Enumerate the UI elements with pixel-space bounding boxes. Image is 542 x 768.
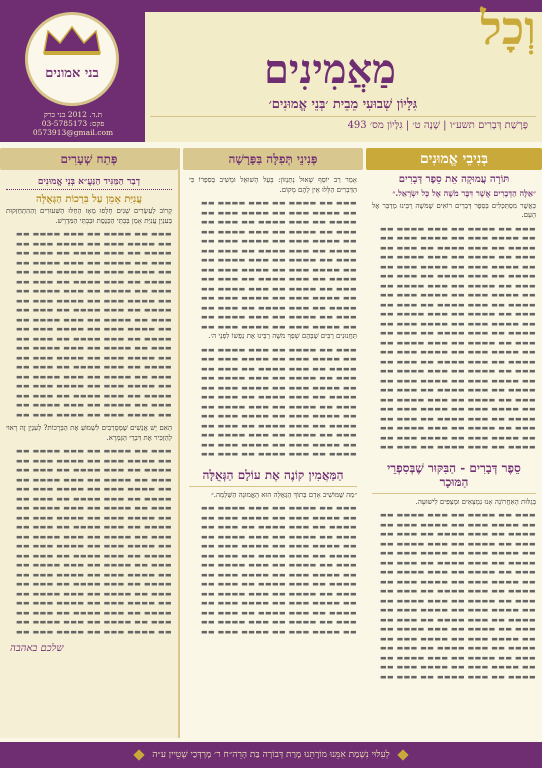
column-left [0, 148, 180, 738]
fax-line: פקס: 03-5785173 [41, 119, 105, 128]
mid-heading: הַמַּאֲמִין קוֹנֶה אֶת עוֹלָם הַגְּאֻלָּה [189, 468, 357, 487]
right-body-text: ▬▬▬ ▬▬ ▬▬▬▬ ▬▬ ▬▬▬ ▬▬▬▬ ▬▬ ▬▬ ▬▬▬▬ ▬▬▬ ▬▬ ▬▬▬▬ ▬▬▬ ▬▬ ▬▬▬▬ ▬▬ ▬▬▬ ▬▬▬▬ ▬▬ ▬▬▬ ▬▬ ▬▬▬ ▬▬ ▬▬▬▬ ▬▬ ▬▬▬ ▬▬▬▬ ▬▬ ▬▬ ▬▬▬▬ ▬▬▬ ▬▬ ▬▬▬▬ ▬▬▬ ▬▬ ▬▬▬▬ ▬▬ ▬▬▬ ▬▬▬▬ ▬▬ ▬▬▬ ▬▬ ▬▬▬ ▬▬ ▬▬▬▬ ▬▬ ▬▬▬ ▬▬▬▬ ▬▬ ▬▬ ▬▬▬▬ ▬▬▬ ▬▬ ▬▬▬▬ ▬▬▬ ▬▬ ▬▬▬▬ ▬▬ ▬▬▬ ▬▬▬▬ ▬▬ ▬▬▬ ▬▬ ▬▬▬ ▬▬ ▬▬▬▬ ▬▬ ▬▬▬ ▬▬▬▬ ▬▬ ▬▬ ▬▬▬▬ ▬▬▬ ▬▬ ▬▬▬▬ ▬▬▬ ▬▬ ▬▬▬▬ ▬▬ ▬▬▬ ▬▬▬▬ ▬▬ ▬▬▬ ▬▬ ▬▬▬ ▬▬ ▬▬▬▬ ▬▬ ▬▬▬ ▬▬▬▬ ▬▬ ▬▬ ▬▬▬▬ ▬▬▬ ▬▬ ▬▬▬▬ ▬▬▬ ▬▬ ▬▬▬▬ ▬▬ ▬▬▬ ▬▬▬▬ ▬▬ ▬▬▬ ▬▬ ▬▬▬ ▬▬ ▬▬▬▬ ▬▬ ▬▬▬ ▬▬▬▬ ▬▬ ▬▬ ▬▬▬▬ ▬▬▬ ▬▬ ▬▬▬▬ ▬▬▬ ▬▬ ▬▬▬▬ ▬▬ ▬▬▬ ▬▬▬▬ ▬▬ ▬▬▬ ▬▬ ▬▬▬ ▬▬ ▬▬▬▬ ▬▬ ▬▬▬ ▬▬▬▬ ▬▬ ▬▬ ▬▬▬▬ ▬▬▬ ▬▬ ▬▬▬▬ ▬▬▬ ▬▬ ▬▬▬▬ ▬▬ ▬▬▬ ▬▬▬▬ ▬▬ ▬▬▬ ▬▬ ▬▬▬ ▬▬ ▬▬▬▬ ▬▬ ▬▬▬ ▬▬▬▬ ▬▬ ▬▬ ▬▬▬▬ ▬▬▬ ▬▬ ▬▬▬▬ ▬▬▬ ▬▬ ▬▬▬▬ ▬▬ ▬▬▬ ▬▬▬▬ ▬▬ ▬▬▬ ▬▬ [379, 224, 536, 451]
title-top: וְכָל [480, 1, 536, 55]
mid-paragraph-3: ״מַה שֶּׁמּוֹשִׁיב אָדָם בְּתוֹךְ הַגְּאֻלָּה הוּא הָאֱמוּנָה הַשְּׁלֵמָה.״ [211, 490, 357, 499]
contact-info [6, 110, 140, 137]
masthead [0, 0, 542, 142]
right-heading: סֵפֶר דְּבָרִים - הַבִּקּוּר שֶׁבְּסִפְרֵי הַמּוּכָר [372, 461, 536, 494]
right-subhead: תּוֹרָה עֲמוּקָה אֵת סֵפֶר דְּבָרִים [398, 174, 510, 185]
left-byline: דְבַר הַמַּגִּיד הַנַּעֲ״א בְּנֵי אֱמוּנִים [6, 174, 172, 190]
crown-icon [40, 25, 104, 57]
right-paragraph-1: כָּאֲשֶׁר מִסְתַּכְּלִים בְּסֵפֶר דְּבָרִים רוֹאִים שֶׁמֹּשֶׁה רַבֵּינוּ מְדַבֵּר אֶל הָעָם. [372, 201, 536, 219]
left-paragraph-2: הַאִם יֵשׁ אֲנַשִׁים שֶׁמְּסָרְבִים לִשְׁמוֹעַ אֶת הַבְּרָכוֹת? לְעִנְיַן זֶה רָאוּי לְהַזְכִּיר אֶת דִּבְרֵי הַגְּמָרָא. [6, 424, 172, 442]
email-line: 0573913@gmail.com [32, 128, 114, 137]
footer-text: לְעִלּוּי נִשְׁמַת אִמֵּנוּ מוֹרָתֵנוּ מָרַת דְּבוֹרָה בַּת הָרֵה״ח ר׳ מָרְדְּכַי שְׁטֵיין ע״ה [152, 750, 390, 760]
logo-emblem [25, 12, 119, 106]
title-main: מַאֲמִינִים [263, 46, 397, 93]
section-title-middle: פְּנִינֵי תְּפִלָּה בַּפָּרָשָׁה [183, 148, 363, 170]
logo-panel [0, 0, 145, 142]
mid-body-text-2: ▬▬▬ ▬▬ ▬▬▬▬ ▬▬ ▬▬▬ ▬▬▬▬ ▬▬ ▬▬ ▬▬▬▬ ▬▬▬ ▬▬ ▬▬▬▬ ▬▬▬ ▬▬ ▬▬▬▬ ▬▬ ▬▬▬ ▬▬▬▬ ▬▬ ▬▬▬ ▬▬ ▬▬▬ ▬▬ ▬▬▬▬ ▬▬ ▬▬▬ ▬▬▬▬ ▬▬ ▬▬ ▬▬▬▬ ▬▬▬ ▬▬ ▬▬▬▬ ▬▬▬ ▬▬ ▬▬▬▬ ▬▬ ▬▬▬ ▬▬▬▬ ▬▬ ▬▬▬ ▬▬ ▬▬▬ ▬▬ ▬▬▬▬ ▬▬ ▬▬▬ ▬▬▬▬ ▬▬ ▬▬ ▬▬▬▬ ▬▬▬ ▬▬ ▬▬▬▬ ▬▬▬ ▬▬ ▬▬▬▬ ▬▬ ▬▬▬ ▬▬▬▬ ▬▬ ▬▬▬ ▬▬ ▬▬▬ ▬▬ ▬▬▬▬ ▬▬ ▬▬▬ ▬▬▬▬ ▬▬ ▬▬ ▬▬▬▬ ▬▬▬ ▬▬ ▬▬▬▬ ▬▬▬ ▬▬ ▬▬▬▬ ▬▬ ▬▬▬ ▬▬▬▬ ▬▬ ▬▬▬ ▬▬ [200, 345, 357, 458]
mid-body-text: ▬▬▬ ▬▬ ▬▬▬▬ ▬▬ ▬▬▬ ▬▬▬▬ ▬▬ ▬▬ ▬▬▬▬ ▬▬▬ ▬▬ ▬▬▬▬ ▬▬▬ ▬▬ ▬▬▬▬ ▬▬ ▬▬▬ ▬▬▬▬ ▬▬ ▬▬▬ ▬▬ ▬▬▬ ▬▬ ▬▬▬▬ ▬▬ ▬▬▬ ▬▬▬▬ ▬▬ ▬▬ ▬▬▬▬ ▬▬▬ ▬▬ ▬▬▬▬ ▬▬▬ ▬▬ ▬▬▬▬ ▬▬ ▬▬▬ ▬▬▬▬ ▬▬ ▬▬▬ ▬▬ ▬▬▬ ▬▬ ▬▬▬▬ ▬▬ ▬▬▬ ▬▬▬▬ ▬▬ ▬▬ ▬▬▬▬ ▬▬▬ ▬▬ ▬▬▬▬ ▬▬▬ ▬▬ ▬▬▬▬ ▬▬ ▬▬▬ ▬▬▬▬ ▬▬ ▬▬▬ ▬▬ ▬▬▬ ▬▬ ▬▬▬▬ ▬▬ ▬▬▬ ▬▬▬▬ ▬▬ ▬▬ ▬▬▬▬ ▬▬▬ ▬▬ ▬▬▬▬ ▬▬▬ ▬▬ ▬▬▬▬ ▬▬ ▬▬▬ ▬▬▬▬ ▬▬ ▬▬▬ ▬▬ ▬▬▬ ▬▬ ▬▬▬▬ ▬▬ ▬▬▬ ▬▬▬▬ ▬▬ ▬▬ ▬▬▬▬ ▬▬▬ ▬▬ ▬▬▬▬ ▬▬▬ ▬▬ [200, 199, 357, 331]
issue-info: פָּרָשַׁת דְּבָרִים תשע״ו | שָׁנָה ט׳ | גִּלָּיוֹן מס׳ 493 [150, 116, 536, 134]
subtitle: גִּלָּיוֹן שְׁבוּעִי מֵבֵית ׳בְּנֵי אֱמוּנִים׳ [268, 97, 418, 112]
mid-body-text-3: ▬▬▬ ▬▬ ▬▬▬▬ ▬▬ ▬▬▬ ▬▬▬▬ ▬▬ ▬▬ ▬▬▬▬ ▬▬▬ ▬▬ ▬▬▬▬ ▬▬▬ ▬▬ ▬▬▬▬ ▬▬ ▬▬▬ ▬▬▬▬ ▬▬ ▬▬▬ ▬▬ ▬▬▬ ▬▬ ▬▬▬▬ ▬▬ ▬▬▬ ▬▬▬▬ ▬▬ ▬▬ ▬▬▬▬ ▬▬▬ ▬▬ ▬▬▬▬ ▬▬▬ ▬▬ ▬▬▬▬ ▬▬ ▬▬▬ ▬▬▬▬ ▬▬ ▬▬▬ ▬▬ ▬▬▬ ▬▬ ▬▬▬▬ ▬▬ ▬▬▬ ▬▬▬▬ ▬▬ ▬▬ ▬▬▬▬ ▬▬▬ ▬▬ ▬▬▬▬ ▬▬▬ ▬▬ ▬▬▬▬ ▬▬ ▬▬▬ ▬▬▬▬ ▬▬ ▬▬▬ ▬▬ ▬▬▬ ▬▬ ▬▬▬▬ ▬▬ ▬▬▬ ▬▬▬▬ ▬▬ ▬▬ ▬▬▬▬ ▬▬▬ ▬▬ ▬▬▬▬ ▬▬▬ ▬▬ ▬▬▬▬ ▬▬ ▬▬▬ ▬▬▬▬ ▬▬ ▬▬▬ ▬▬ ▬▬▬ ▬▬ ▬▬▬▬ ▬▬ ▬▬▬ ▬▬▬▬ ▬▬ ▬▬ ▬▬▬▬ ▬▬▬ ▬▬ ▬▬▬▬ ▬▬▬ ▬▬ [200, 504, 357, 636]
right-body-text-2: ▬▬▬ ▬▬ ▬▬▬▬ ▬▬ ▬▬▬ ▬▬▬▬ ▬▬ ▬▬ ▬▬▬▬ ▬▬▬ ▬▬ ▬▬▬▬ ▬▬▬ ▬▬ ▬▬▬▬ ▬▬ ▬▬▬ ▬▬▬▬ ▬▬ ▬▬▬ ▬▬ ▬▬▬ ▬▬ ▬▬▬▬ ▬▬ ▬▬▬ ▬▬▬▬ ▬▬ ▬▬ ▬▬▬▬ ▬▬▬ ▬▬ ▬▬▬▬ ▬▬▬ ▬▬ ▬▬▬▬ ▬▬ ▬▬▬ ▬▬▬▬ ▬▬ ▬▬▬ ▬▬ ▬▬▬ ▬▬ ▬▬▬▬ ▬▬ ▬▬▬ ▬▬▬▬ ▬▬ ▬▬ ▬▬▬▬ ▬▬▬ ▬▬ ▬▬▬▬ ▬▬▬ ▬▬ ▬▬▬▬ ▬▬ ▬▬▬ ▬▬▬▬ ▬▬ ▬▬▬ ▬▬ ▬▬▬ ▬▬ ▬▬▬▬ ▬▬ ▬▬▬ ▬▬▬▬ ▬▬ ▬▬ ▬▬▬▬ ▬▬▬ ▬▬ ▬▬▬▬ ▬▬▬ ▬▬ ▬▬▬▬ ▬▬ ▬▬▬ ▬▬▬▬ ▬▬ ▬▬▬ ▬▬ ▬▬▬ ▬▬ ▬▬▬▬ ▬▬ ▬▬▬ ▬▬▬▬ ▬▬ ▬▬ ▬▬▬▬ ▬▬▬ ▬▬ ▬▬▬▬ ▬▬▬ ▬▬ ▬▬▬▬ ▬▬ ▬▬▬ ▬▬▬▬ ▬▬ ▬▬▬ ▬▬ ▬▬▬ ▬▬ ▬▬▬▬ ▬▬ ▬▬▬ ▬▬▬▬ ▬▬ ▬▬ ▬▬▬▬ ▬▬▬ ▬▬ ▬▬▬▬ ▬▬▬ ▬▬ ▬▬▬▬ ▬▬ ▬▬▬ ▬▬▬▬ ▬▬ ▬▬▬ ▬▬ [379, 511, 536, 681]
left-subhead: עֲנִיַּת אָמֵן עַל בִּרְכוֹת הַגְּאֻלָּה [36, 194, 142, 205]
right-paragraph-2: בְּגַלּוּת הָאַחֲרוֹנָה אָנוּ נִמְצָאִים וּמְצַפִּים לִישׁוּעָה. [415, 497, 536, 506]
logo-text: בני אמונים [45, 66, 99, 81]
right-intro: ״אֵלֶּה הַדְּבָרִים אֲשֶׁר דִּבֶּר מֹשֶׁה אֶל כָּל יִשְׂרָאֵל.״ [392, 188, 536, 198]
left-paragraph-1: קָרוֹב לְעַשְׂרִים שָׁנִים חָלְפוּ מֵאָז הֵחֵלּוּ הַשִּׁעוּרִים וְהַהִתְחַזְּקוּת בְּעִנְיַן עֲנִיַּת אָמֵן בְּבָתֵּי הַכְּנֶסֶת וּבְבָתֵּי הַמִּדְרָשׁ. [6, 207, 172, 225]
diamond-icon [134, 749, 145, 760]
left-body-text: ▬▬▬ ▬▬ ▬▬▬▬ ▬▬ ▬▬▬ ▬▬▬▬ ▬▬ ▬▬ ▬▬▬▬ ▬▬▬ ▬▬ ▬▬▬▬ ▬▬▬ ▬▬ ▬▬▬▬ ▬▬ ▬▬▬ ▬▬▬▬ ▬▬ ▬▬▬ ▬▬ ▬▬▬ ▬▬ ▬▬▬▬ ▬▬ ▬▬▬ ▬▬▬▬ ▬▬ ▬▬ ▬▬▬▬ ▬▬▬ ▬▬ ▬▬▬▬ ▬▬▬ ▬▬ ▬▬▬▬ ▬▬ ▬▬▬ ▬▬▬▬ ▬▬ ▬▬▬ ▬▬ ▬▬▬ ▬▬ ▬▬▬▬ ▬▬ ▬▬▬ ▬▬▬▬ ▬▬ ▬▬ ▬▬▬▬ ▬▬▬ ▬▬ ▬▬▬▬ ▬▬▬ ▬▬ ▬▬▬▬ ▬▬ ▬▬▬ ▬▬▬▬ ▬▬ ▬▬▬ ▬▬ ▬▬▬ ▬▬ ▬▬▬▬ ▬▬ ▬▬▬ ▬▬▬▬ ▬▬ ▬▬ ▬▬▬▬ ▬▬▬ ▬▬ ▬▬▬▬ ▬▬▬ ▬▬ ▬▬▬▬ ▬▬ ▬▬▬ ▬▬▬▬ ▬▬ ▬▬▬ ▬▬ ▬▬▬ ▬▬ ▬▬▬▬ ▬▬ ▬▬▬ ▬▬▬▬ ▬▬ ▬▬ ▬▬▬▬ ▬▬▬ ▬▬ ▬▬▬▬ ▬▬▬ ▬▬ ▬▬▬▬ ▬▬ ▬▬▬ ▬▬▬▬ ▬▬ ▬▬▬ ▬▬ ▬▬▬ ▬▬ ▬▬▬▬ ▬▬ ▬▬▬ ▬▬▬▬ ▬▬ ▬▬ ▬▬▬▬ ▬▬▬ ▬▬ ▬▬▬▬ ▬▬▬ ▬▬ ▬▬▬▬ ▬▬ ▬▬▬ ▬▬▬▬ ▬▬ ▬▬▬ ▬▬ ▬▬▬ ▬▬ ▬▬▬▬ ▬▬ ▬▬▬ ▬▬▬▬ ▬▬ ▬▬ ▬▬▬▬ ▬▬▬ ▬▬ ▬▬▬▬ ▬▬▬ ▬▬ [15, 230, 172, 419]
footer-dedication [0, 742, 542, 768]
column-middle [183, 148, 363, 738]
section-title-right: בְּנִיבֵי אֱמוּנִים [366, 148, 542, 170]
mid-paragraph-1: אָמַר רַב יוֹסֵף שָׁאוּל נָתַנְזוֹן: בָּעַל הָשׁוּאֵל וּמֵשִׁיב בְּסִפְרוֹ כִּי הַדְּבָרִים הַלָּלוּ אֵין לָהֶם מָקוֹם. [189, 176, 357, 194]
diamond-icon [397, 749, 408, 760]
column-right [366, 148, 542, 738]
mid-paragraph-2: תַּחֲנוּנִים רַבִּים שֶׁבְּהֶם שָׁפַךְ מֹשֶׁה רַבֵּינוּ אֶת נַפְשׁוֹ לִפְנֵי ה׳. [208, 332, 357, 340]
address-line: ת.ד. 2012 בני ברק [43, 110, 103, 119]
signature: שלכם באהבה [10, 643, 64, 654]
section-title-left: פְּתַח שְׁעָרִים [0, 148, 178, 170]
left-body-text-2: ▬▬▬ ▬▬ ▬▬▬▬ ▬▬ ▬▬▬ ▬▬▬▬ ▬▬ ▬▬ ▬▬▬▬ ▬▬▬ ▬▬ ▬▬▬▬ ▬▬▬ ▬▬ ▬▬▬▬ ▬▬ ▬▬▬ ▬▬▬▬ ▬▬ ▬▬▬ ▬▬ ▬▬▬ ▬▬ ▬▬▬▬ ▬▬ ▬▬▬ ▬▬▬▬ ▬▬ ▬▬ ▬▬▬▬ ▬▬▬ ▬▬ ▬▬▬▬ ▬▬▬ ▬▬ ▬▬▬▬ ▬▬ ▬▬▬ ▬▬▬▬ ▬▬ ▬▬▬ ▬▬ ▬▬▬ ▬▬ ▬▬▬▬ ▬▬ ▬▬▬ ▬▬▬▬ ▬▬ ▬▬ ▬▬▬▬ ▬▬▬ ▬▬ ▬▬▬▬ ▬▬▬ ▬▬ ▬▬▬▬ ▬▬ ▬▬▬ ▬▬▬▬ ▬▬ ▬▬▬ ▬▬ ▬▬▬ ▬▬ ▬▬▬▬ ▬▬ ▬▬▬ ▬▬▬▬ ▬▬ ▬▬ ▬▬▬▬ ▬▬▬ ▬▬ ▬▬▬▬ ▬▬▬ ▬▬ ▬▬▬▬ ▬▬ ▬▬▬ ▬▬▬▬ ▬▬ ▬▬▬ ▬▬ ▬▬▬ ▬▬ ▬▬▬▬ ▬▬ ▬▬▬ ▬▬▬▬ ▬▬ ▬▬ ▬▬▬▬ ▬▬▬ ▬▬ ▬▬▬▬ ▬▬▬ ▬▬ ▬▬▬▬ ▬▬ ▬▬▬ ▬▬▬▬ ▬▬ ▬▬▬ ▬▬ ▬▬▬ ▬▬ ▬▬▬▬ ▬▬ ▬▬▬ ▬▬▬▬ ▬▬ ▬▬ ▬▬▬▬ ▬▬▬ ▬▬ ▬▬▬▬ ▬▬▬ ▬▬ ▬▬▬▬ ▬▬ ▬▬▬ ▬▬▬▬ ▬▬ ▬▬▬ ▬▬ ▬▬▬ ▬▬ ▬▬▬▬ ▬▬ ▬▬▬ ▬▬▬▬ ▬▬ ▬▬ ▬▬▬▬ ▬▬▬ ▬▬ ▬▬▬▬ ▬▬▬ ▬▬ [15, 447, 172, 636]
